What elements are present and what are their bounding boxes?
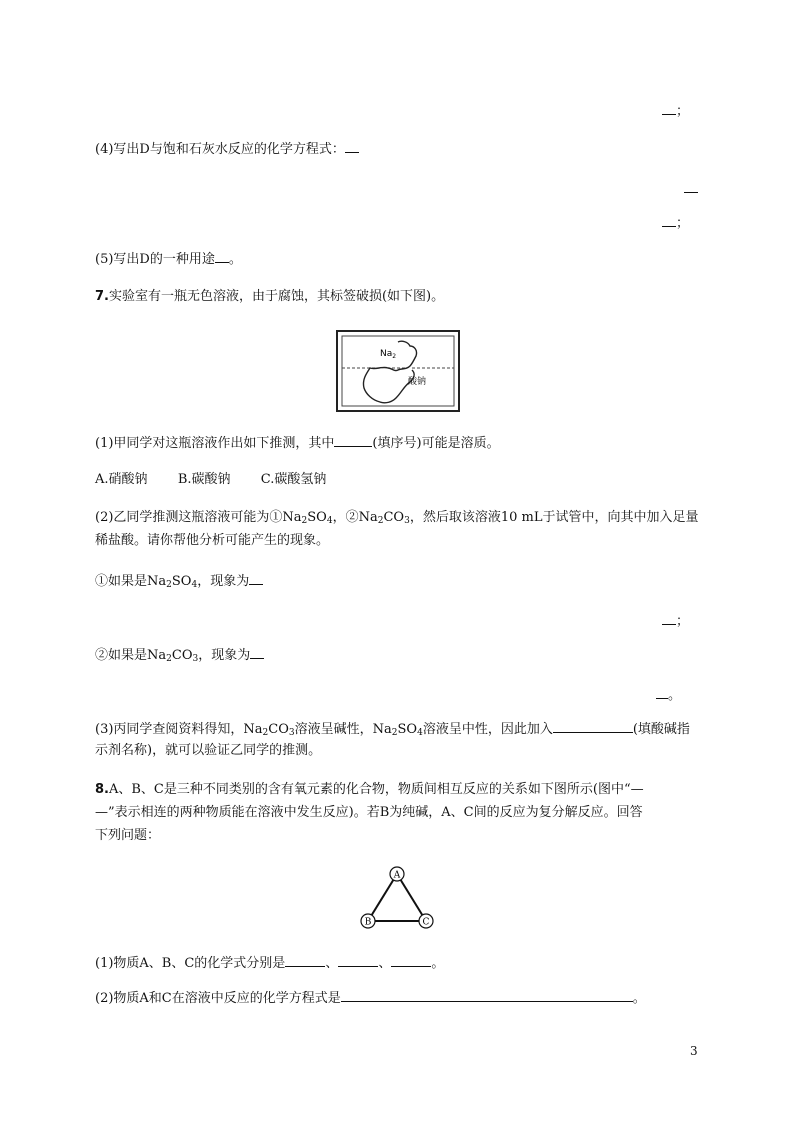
reaction-triangle-diagram	[358, 864, 436, 932]
answer-blank	[656, 684, 668, 699]
question-7-case-2: ②如果是$Na_2CO_3$，现象为	[95, 644, 264, 666]
answer-blank	[345, 138, 359, 153]
answer-blank	[662, 100, 676, 115]
node-c-label: C	[422, 917, 430, 928]
answer-blank	[662, 610, 676, 625]
answer-blank-tail: 。	[656, 684, 681, 706]
question-8-stem-line-2: —”表示相连的两种物质能在溶液中发生反应)。若B为纯碱，A、C间的反应为复分解反应。回答	[95, 805, 643, 820]
question-8-part-2: (2)物质A和C在溶液中反应的化学方程式是 。	[95, 987, 646, 1009]
option-b: B.碳酸钠	[177, 472, 231, 487]
answer-blank	[249, 570, 263, 585]
question-7-options	[95, 470, 326, 490]
edge-a-c	[397, 874, 426, 921]
broken-label-figure	[336, 330, 460, 412]
question-7-part-3-line-1: (3)丙同学查阅资料得知，$Na_2CO_3$溶液呈碱性，$Na_2SO_4$溶液呈中性，因此加入 (填酸碱指	[95, 718, 690, 740]
node-a-label: A	[393, 870, 401, 881]
question-7-part-2-line-2: 稀盐酸。请你帮他分析可能产生的现象。	[95, 533, 330, 548]
option-a: A.硝酸钠	[95, 472, 148, 487]
answer-blank	[341, 987, 633, 1002]
answer-blank	[553, 718, 633, 733]
question-7-case-1: ①如果是$Na_2SO_4$，现象为	[95, 570, 263, 592]
answer-blank	[338, 952, 378, 967]
question-7-part-1: (1)甲同学对这瓶溶液作出如下推测，其中 (填序号)可能是溶质。	[95, 432, 500, 454]
question-5-line: (5)写出D的一种用途 。	[95, 248, 242, 270]
option-c: C.碳酸氢钠	[260, 472, 327, 487]
label-text-bottom: 酸钠	[408, 377, 427, 387]
question-8-part-1: (1)物质A、B、C的化学式分别是 、 、 。	[95, 952, 444, 974]
question-8-stem-line-3: 下列问题：	[95, 828, 161, 843]
label-text-top: $Na_2$	[380, 349, 397, 360]
answer-blank-tail: ；	[662, 610, 689, 632]
question-7-stem: 7.实验室有一瓶无色溶液，由于腐蚀，其标签破损(如下图)。	[95, 289, 445, 304]
answer-blank	[334, 432, 372, 447]
answer-blank	[215, 248, 229, 263]
answer-blank	[250, 644, 264, 659]
question-8-stem-line-1: 8.A、B、C是三种不同类别的含有氧元素的化合物，物质间相互反应的关系如下图所示(图中“—	[95, 782, 644, 797]
answer-blank	[285, 952, 325, 967]
answer-blank-tail: ；	[662, 212, 689, 234]
edge-a-b	[368, 874, 397, 921]
answer-blank	[662, 212, 676, 227]
answer-blank	[391, 952, 431, 967]
question-7-part-2-line-1: (2)乙同学推测这瓶溶液可能为$①Na_2SO_4$，$②Na_2CO_3$，然后取该溶液10 mL于试管中，向其中加入足量	[95, 510, 699, 526]
question-4-line: (4)写出D与饱和石灰水反应的化学方程式：	[95, 138, 359, 160]
page-number: 3	[690, 1044, 698, 1058]
answer-blank	[684, 178, 698, 193]
node-b-label: B	[364, 917, 372, 928]
answer-blank-continuation	[684, 178, 698, 200]
answer-blank-tail: ；	[662, 100, 689, 122]
question-7-part-3-line-2: 示剂名称)，就可以验证乙同学的推测。	[95, 743, 322, 758]
